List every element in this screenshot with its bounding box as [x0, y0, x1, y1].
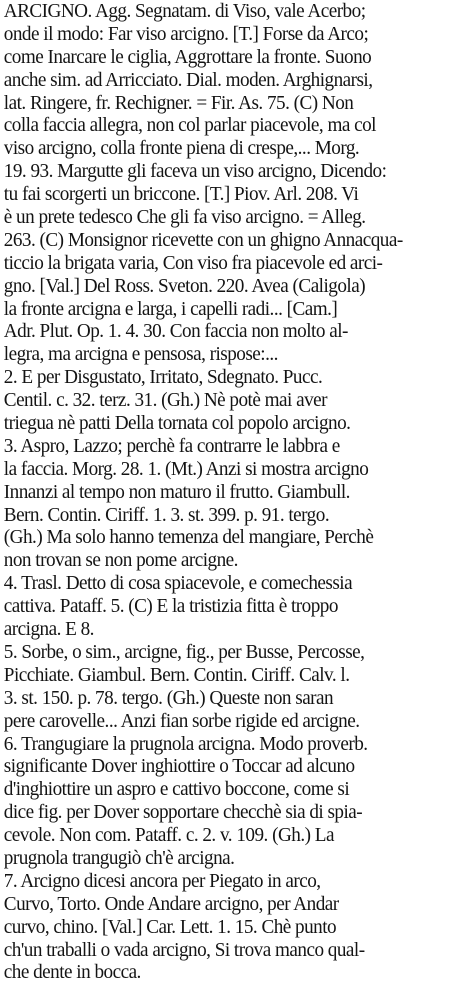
text-line: ch'un traballi o vada arcigno, Si trova manco qual- — [3, 938, 365, 961]
text-line: 5. Sorbe, o sim., arcigne, fig., per Busse, Percosse, — [3, 640, 365, 663]
text-line: d'inghiottire un aspro e cattivo boccone, come si — [3, 778, 350, 801]
text-line: non trovan se non pome arcigne. — [3, 549, 238, 572]
text-line: Curvo, Torto. Onde Andare arcigno, per Andar — [3, 892, 339, 915]
text-line: onde il modo: Far viso arcigno. [T.] Forse da Arco; — [3, 22, 369, 45]
text-line: 19. 93. Margutte gli faceva un viso arcigno, Dicendo: — [3, 160, 387, 183]
text-line: 4. Trasl. Detto di cosa spiacevole, e comechessia — [3, 572, 353, 595]
text-line: anche sim. ad Arricciato. Dial. moden. Arghignarsi, — [3, 68, 373, 91]
text-line: colla faccia allegra, non col parlar piacevole, ma col — [3, 114, 376, 137]
text-line: cattiva. Pataff. 5. (C) E la tristizia fitta è troppo — [3, 595, 338, 618]
entry-arcigno — [4, 0, 464, 984]
text-line: arcigna. E 8. — [3, 618, 94, 641]
text-line: la faccia. Morg. 28. 1. (Mt.) Anzi si mostra arcigno — [3, 457, 369, 480]
text-line: cevole. Non com. Pataff. c. 2. v. 109. (Gh.) La — [3, 824, 334, 847]
text-line: 2. E per Disgustato, Irritato, Sdegnato. Pucc. — [3, 366, 323, 389]
text-line: gno. [Val.] Del Ross. Sveton. 220. Avea (Caligola) — [3, 274, 366, 297]
text-line: lat. Ringere, fr. Rechigner. = Fir. As. 75. (C) Non — [3, 91, 354, 114]
text-line: 3. Aspro, Lazzo; perchè fa contrarre le labbra e — [3, 434, 340, 457]
text-line: Bern. Contin. Ciriff. 1. 3. st. 399. p. 91. tergo. — [3, 503, 330, 526]
text-line: ticcio la brigata varia, Con viso fra piacevole ed arci- — [3, 251, 383, 274]
text-line: legra, ma arcigna e pensosa, rispose:... — [3, 343, 278, 366]
text-line: Innanzi al tempo non maturo il frutto. Giambull. — [3, 480, 350, 503]
text-line: tu fai scorgerti un briccone. [T.] Piov. Arl. 208. Vi — [3, 183, 359, 206]
text-line: dice fig. per Dover sopportare checchè sia di spia- — [3, 801, 363, 824]
text-line: che dente in bocca. — [3, 961, 141, 984]
text-line: Adr. Plut. Op. 1. 4. 30. Con faccia non molto al- — [3, 320, 348, 343]
text-line: viso arcigno, colla fronte piena di crespe,... Morg. — [3, 137, 360, 160]
text-line: triegua nè patti Della tornata col popolo arcigno. — [3, 412, 351, 435]
text-line: pere carovelle... Anzi fian sorbe rigide ed arcigne. — [3, 709, 360, 732]
text-line: 7. Arcigno dicesi ancora per Piegato in arco, — [3, 869, 321, 892]
text-line: (Gh.) Ma solo hanno temenza del mangiare, Perchè — [3, 526, 374, 549]
text-line: 263. (C) Monsignor ricevette con un ghigno Annacqua- — [3, 228, 403, 251]
text-line: Centil. c. 32. terz. 31. (Gh.) Nè potè mai aver — [3, 389, 328, 412]
text-line: curvo, chino. [Val.] Car. Lett. 1. 15. Chè punto — [3, 915, 337, 938]
text-line: ARCIGNO. Agg. Segnatam. di Viso, vale Acerbo; — [3, 0, 366, 22]
text-line: prugnola trangugiò ch'è arcigna. — [3, 846, 235, 869]
text-line: 3. st. 150. p. 78. tergo. (Gh.) Queste non saran — [3, 686, 334, 709]
text-line: Picchiate. Giambul. Bern. Contin. Ciriff. Calv. l. — [3, 663, 350, 686]
text-line: significante Dover inghiottire o Toccar ad alcuno — [3, 755, 355, 778]
text-line: 6. Trangugiare la prugnola arcigna. Modo proverb. — [3, 732, 368, 755]
text-line: è un prete tedesco Che gli fa viso arcigno. = Alleg. — [3, 206, 366, 229]
text-line: come Inarcare le ciglia, Aggrottare la fronte. Suono — [3, 45, 372, 68]
text-line: la fronte arcigna e larga, i capelli radi... [Cam.] — [3, 297, 338, 320]
